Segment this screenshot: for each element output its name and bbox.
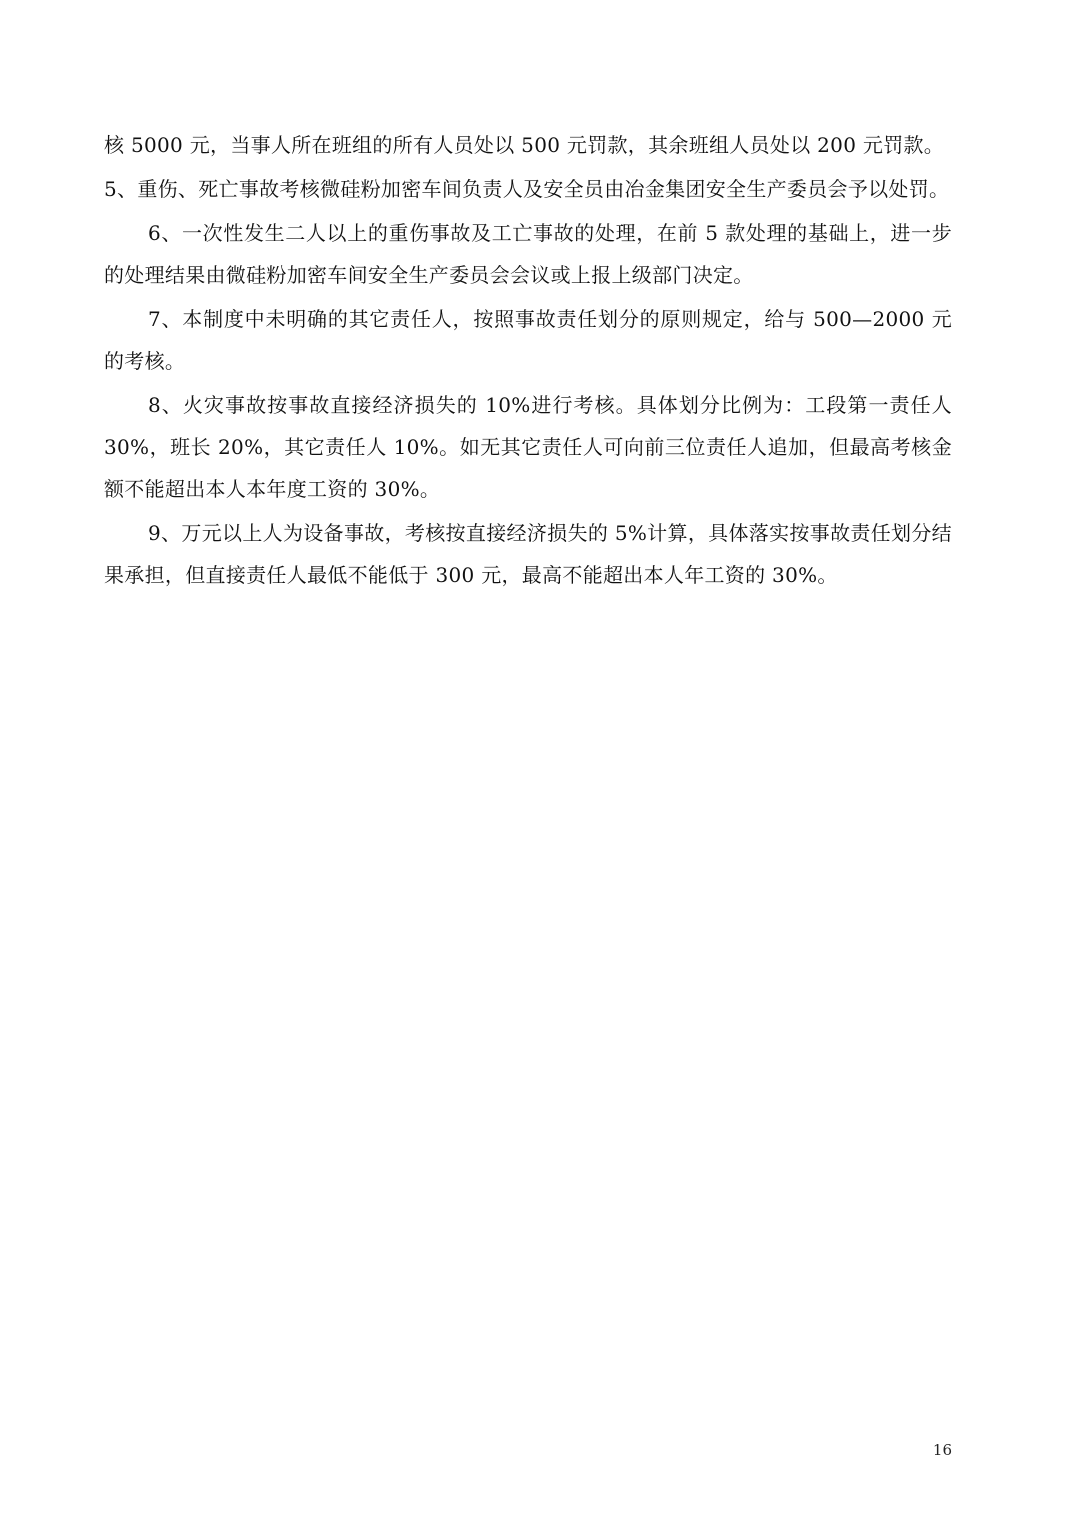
- paragraph-item-6: 6、一次性发生二人以上的重伤事故及工亡事故的处理，在前 5 款处理的基础上，进一步的处理结果由微硅粉加密车间安全生产委员会会议或上报上级部门决定。: [104, 221, 952, 287]
- body-text: [104, 124, 952, 596]
- paragraph-penalty-continuation: 核 5000 元，当事人所在班组的所有人员处以 500 元罚款，其余班组人员处以 200 元罚款。: [104, 133, 945, 157]
- paragraph-item-7: 7、本制度中未明确的其它责任人，按照事故责任划分的原则规定，给与 500—2000 元的考核。: [104, 307, 952, 373]
- page-number: 16: [932, 1441, 952, 1459]
- paragraph-item-5: 5、重伤、死亡事故考核微硅粉加密车间负责人及安全员由冶金集团安全生产委员会予以处罚。: [104, 177, 950, 201]
- paragraph-item-9: 9、万元以上人为设备事故，考核按直接经济损失的 5%计算，具体落实按事故责任划分结果承担，但直接责任人最低不能低于 300 元，最高不能超出本人年工资的 30%。: [104, 521, 952, 587]
- paragraph-item-8: 8、火灾事故按事故直接经济损失的 10%进行考核。具体划分比例为：工段第一责任人 30%，班长 20%，其它责任人 10%。如无其它责任人可向前三位责任人追加，但最高考核金额不能超出本人本年度工资的 30%。: [104, 393, 952, 501]
